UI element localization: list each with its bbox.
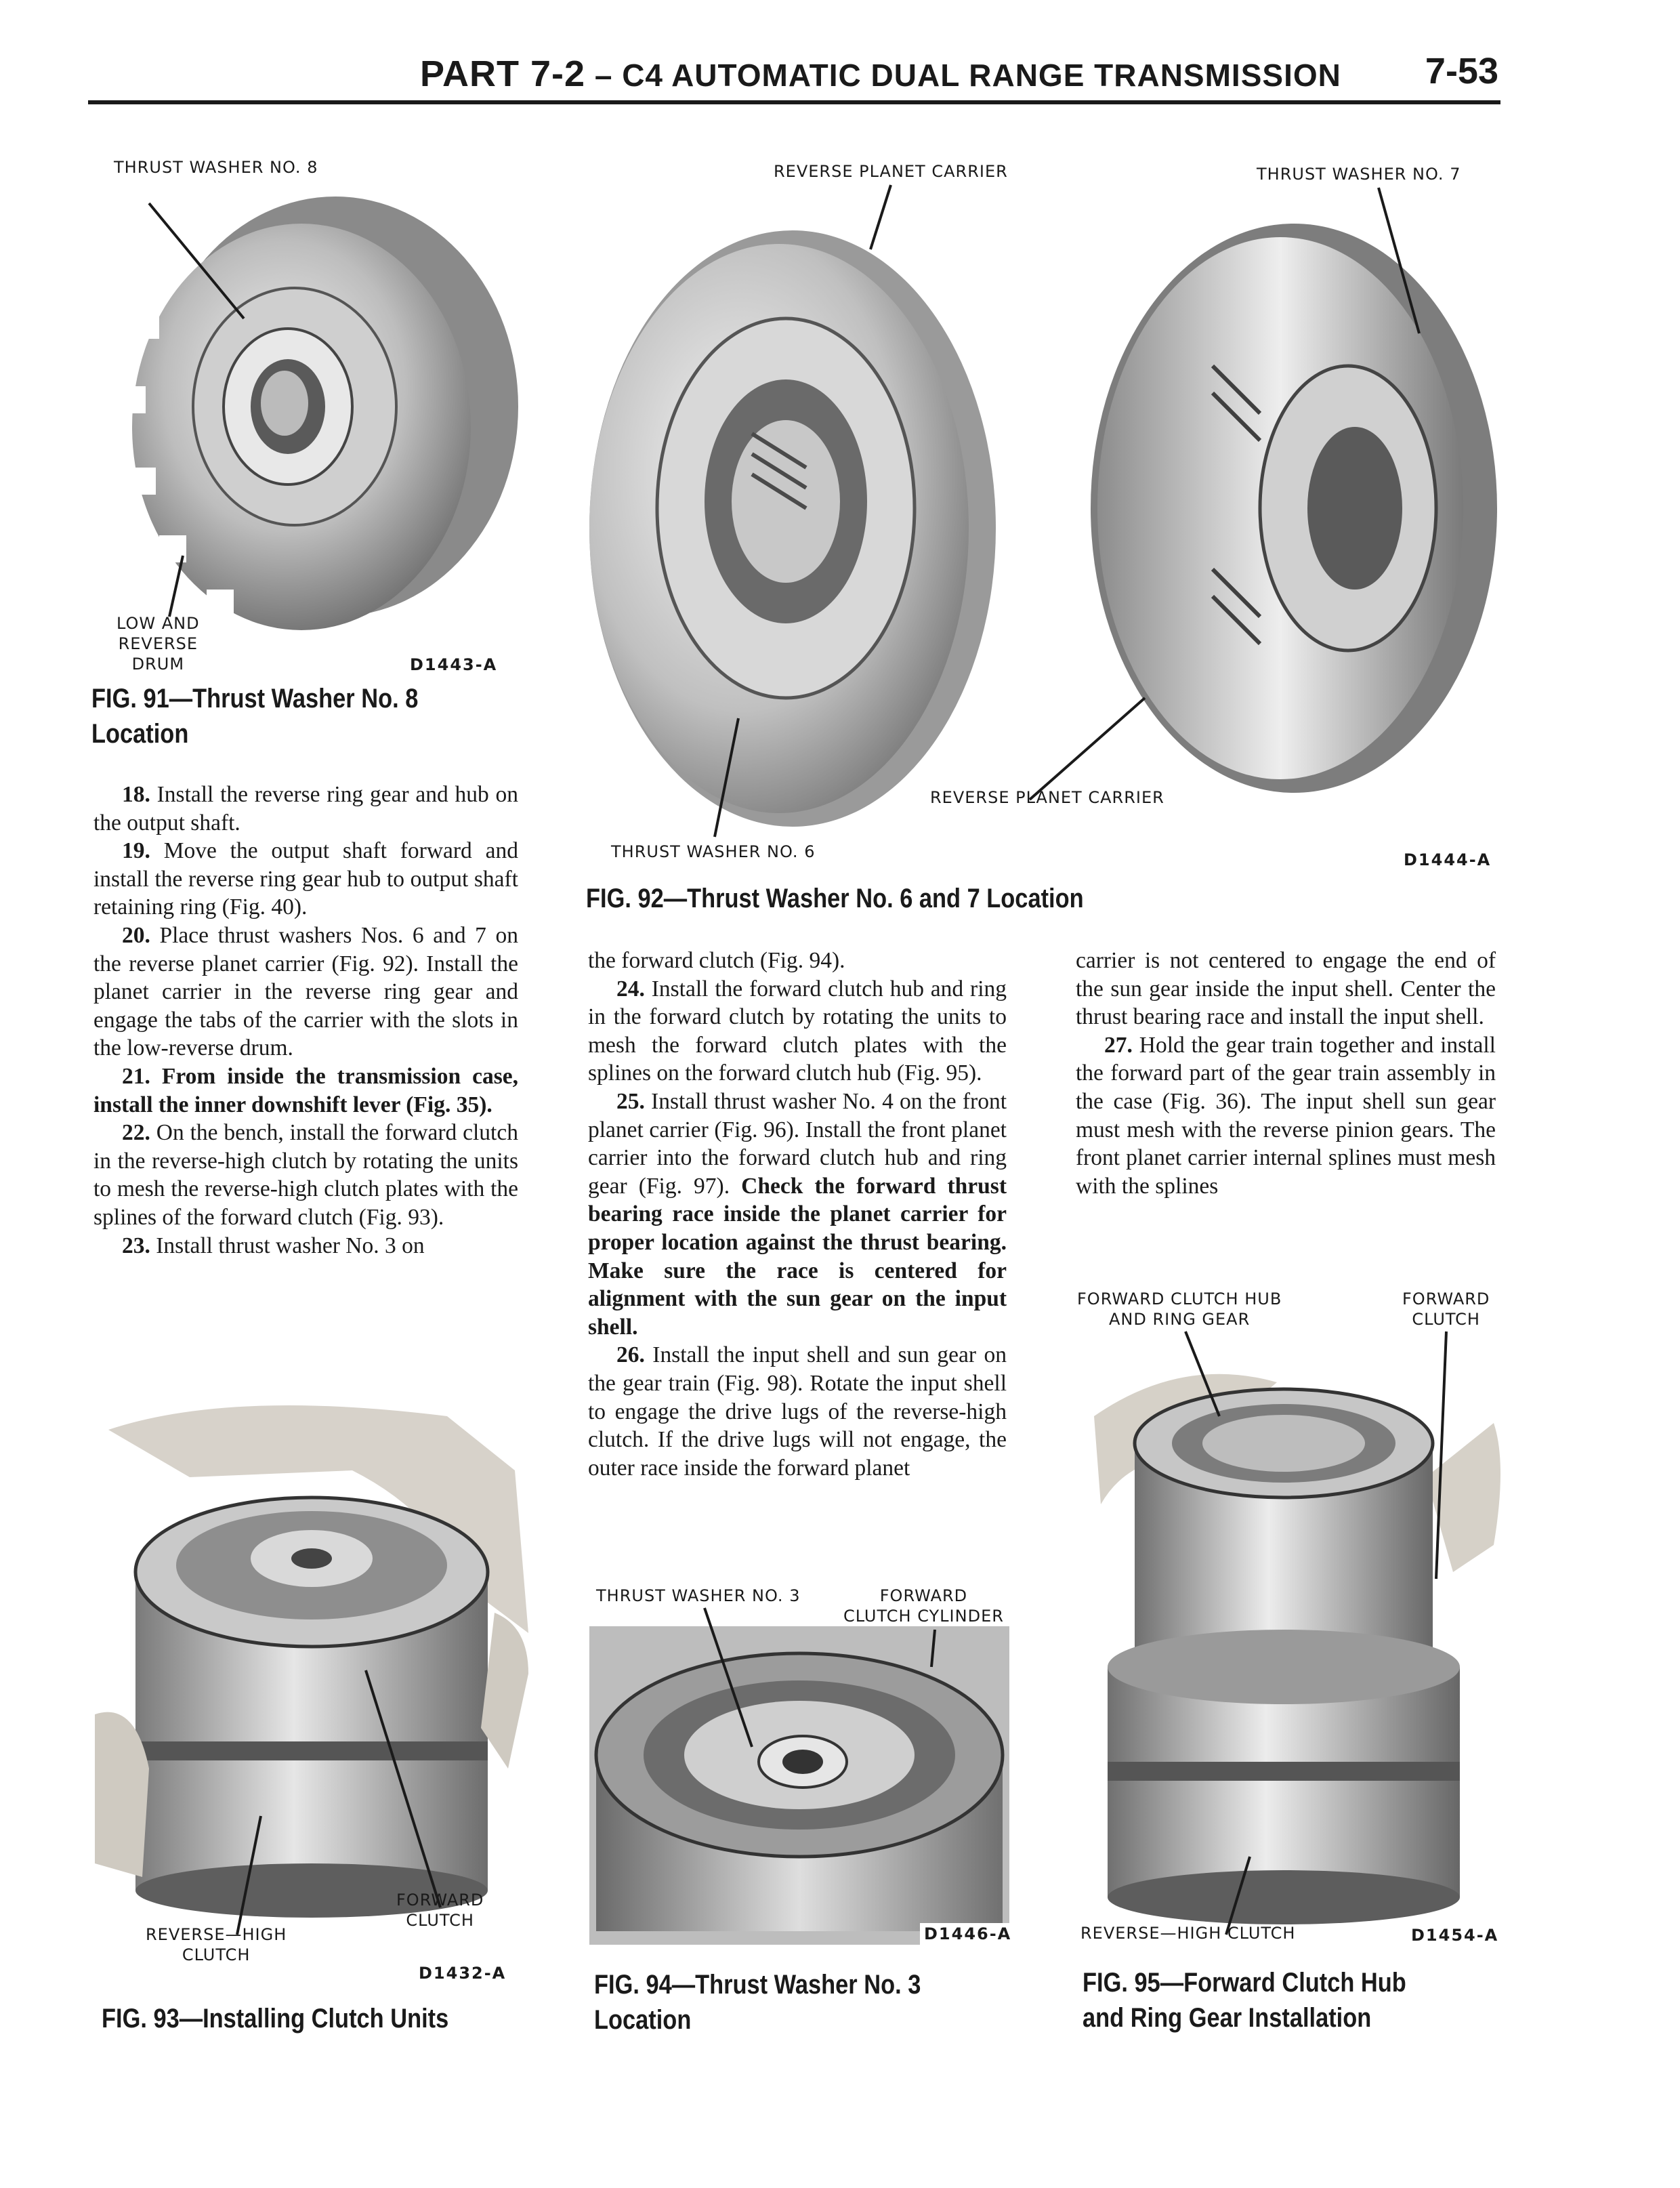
fig91-leader-bottom [156, 549, 196, 623]
fig91-caption: FIG. 91—Thrust Washer No. 8 Location [91, 684, 419, 749]
step-26: 26. Install the input shell and sun gear on the gear train (Fig. 98). Rotate the input shell to engage the drive lugs of the reverse-high clutch. If the drive lugs will not engage, the outer race inside the forward planet [588, 1342, 1007, 1481]
fig95-code: D1454-A [1411, 1926, 1499, 1945]
fig92-label-thrust-washer-7: THRUST WASHER NO. 7 [1257, 165, 1461, 184]
fig94-photo [589, 1626, 1009, 1945]
step-22: 22. On the bench, install the forward clutch in the reverse-high clutch by rotating the units to mesh the reverse-high clutch plates with the splines of the forward clutch (Fig. 93). [93, 1120, 518, 1230]
text-column-2 [588, 947, 1007, 1482]
fig94-leader-thrust-washer-3 [698, 1605, 759, 1754]
fig95-caption: FIG. 95—Forward Clutch Hub and Ring Gear Installation [1083, 1968, 1406, 2033]
fig93-leader-forward-clutch [359, 1664, 447, 1914]
fig94-label-thrust-washer-3: THRUST WASHER NO. 3 [596, 1586, 801, 1605]
header-rule [88, 100, 1500, 104]
fig94-label-forward-clutch-cylinder: FORWARD CLUTCH CYLINDER [843, 1586, 1004, 1626]
step-26-continued: carrier is not centered to engage the end of the sun gear inside the input shell. Center the thrust bearing race and install the input shell. [1076, 948, 1496, 1030]
step-25: 25. Install thrust washer No. 4 on the front planet carrier (Fig. 96). Install the front planet carrier into the forward clutch hub and ring gear (Fig. 97). Check the forward thrust bearing race inside the planet carrier for proper location against the thrust bearing. Make sure the race is centered for alignment with the sun gear on the input shell. [588, 1088, 1007, 1340]
fig95-label-forward-clutch: FORWARD CLUTCH [1402, 1289, 1490, 1329]
fig91-label-thrust-washer-8: THRUST WASHER NO. 8 [114, 158, 318, 177]
page-header-title [420, 53, 1341, 95]
header-part-number: PART 7-2 [420, 54, 586, 94]
step-19: 19. Move the output shaft forward and install the reverse ring gear hub to output shaft retaining ring (Fig. 40). [93, 838, 518, 920]
step-27: 27. Hold the gear train together and install the forward part of the gear train assembly in the case (Fig. 36). The input shell sun gear must mesh with the reverse pinion gears. The front planet carrier internal splines must mesh with the splines [1076, 1032, 1496, 1199]
step-21: 21. From inside the transmission case, install the inner downshift lever (Fig. 35). [93, 1063, 518, 1117]
fig92-caption: FIG. 92—Thrust Washer No. 6 and 7 Location [586, 884, 1084, 913]
fig94-code: D1446-A [920, 1923, 1015, 1945]
fig92-label-reverse-planet-carrier-top: REVERSE PLANET CARRIER [774, 162, 1008, 181]
fig93-leader-reverse-high-clutch [230, 1809, 271, 1938]
header-section-title: – C4 AUTOMATIC DUAL RANGE TRANSMISSION [585, 58, 1341, 93]
fig91-leader-top [135, 197, 257, 332]
fig95-label-forward-clutch-hub: FORWARD CLUTCH HUB AND RING GEAR [1077, 1289, 1282, 1329]
text-column-1 [93, 781, 518, 1260]
fig93-label-forward-clutch: FORWARD CLUTCH [396, 1891, 484, 1930]
step-20: 20. Place thrust washers Nos. 6 and 7 on the reverse planet carrier (Fig. 92). Install the planet carrier in the reverse ring gear and engage the tabs of the carrier with the slots in the low-reverse drum. [93, 922, 518, 1061]
fig92-leader-top-center [860, 182, 901, 256]
fig93-label-reverse-high-clutch: REVERSE—HIGH CLUTCH [146, 1925, 287, 1964]
step-23: 23. Install thrust washer No. 3 on [122, 1233, 425, 1258]
text-column-3 [1076, 947, 1496, 1200]
fig92-leader-bottom-mid [1023, 691, 1152, 806]
step-23-continued: the forward clutch (Fig. 94). [588, 948, 845, 973]
fig91-label-low-reverse-drum: LOW AND REVERSE DRUM [117, 614, 200, 674]
fig93-caption: FIG. 93—Installing Clutch Units [102, 2004, 449, 2034]
fig94-caption: FIG. 94—Thrust Washer No. 3 Location [594, 1970, 921, 2035]
fig94-leader-forward-clutch-cylinder [921, 1626, 948, 1674]
fig91-code: D1443-A [410, 655, 498, 674]
step-18: 18. Install the reverse ring gear and hub on the output shaft. [93, 782, 518, 835]
fig95-label-reverse-high-clutch: REVERSE—HIGH CLUTCH [1080, 1924, 1296, 1943]
fig92-leader-bottom-left [708, 711, 749, 840]
fig93-photo [95, 1389, 528, 1924]
fig92-leader-top-right [1372, 184, 1426, 340]
fig95-leader-forward-clutch [1429, 1328, 1456, 1586]
fig92-label-reverse-planet-carrier-bottom: REVERSE PLANET CARRIER [930, 788, 1164, 807]
fig92-code: D1444-A [1404, 850, 1492, 869]
fig95-leader-hub [1179, 1328, 1226, 1423]
fig93-code: D1432-A [419, 1964, 507, 1983]
page-number: 7-53 [1425, 51, 1498, 91]
step-24: 24. Install the forward clutch hub and ring in the forward clutch by rotating the units to mesh the forward clutch plates with the splines on the forward clutch hub (Fig. 95). [588, 976, 1007, 1086]
fig92-label-thrust-washer-6: THRUST WASHER NO. 6 [611, 842, 816, 861]
